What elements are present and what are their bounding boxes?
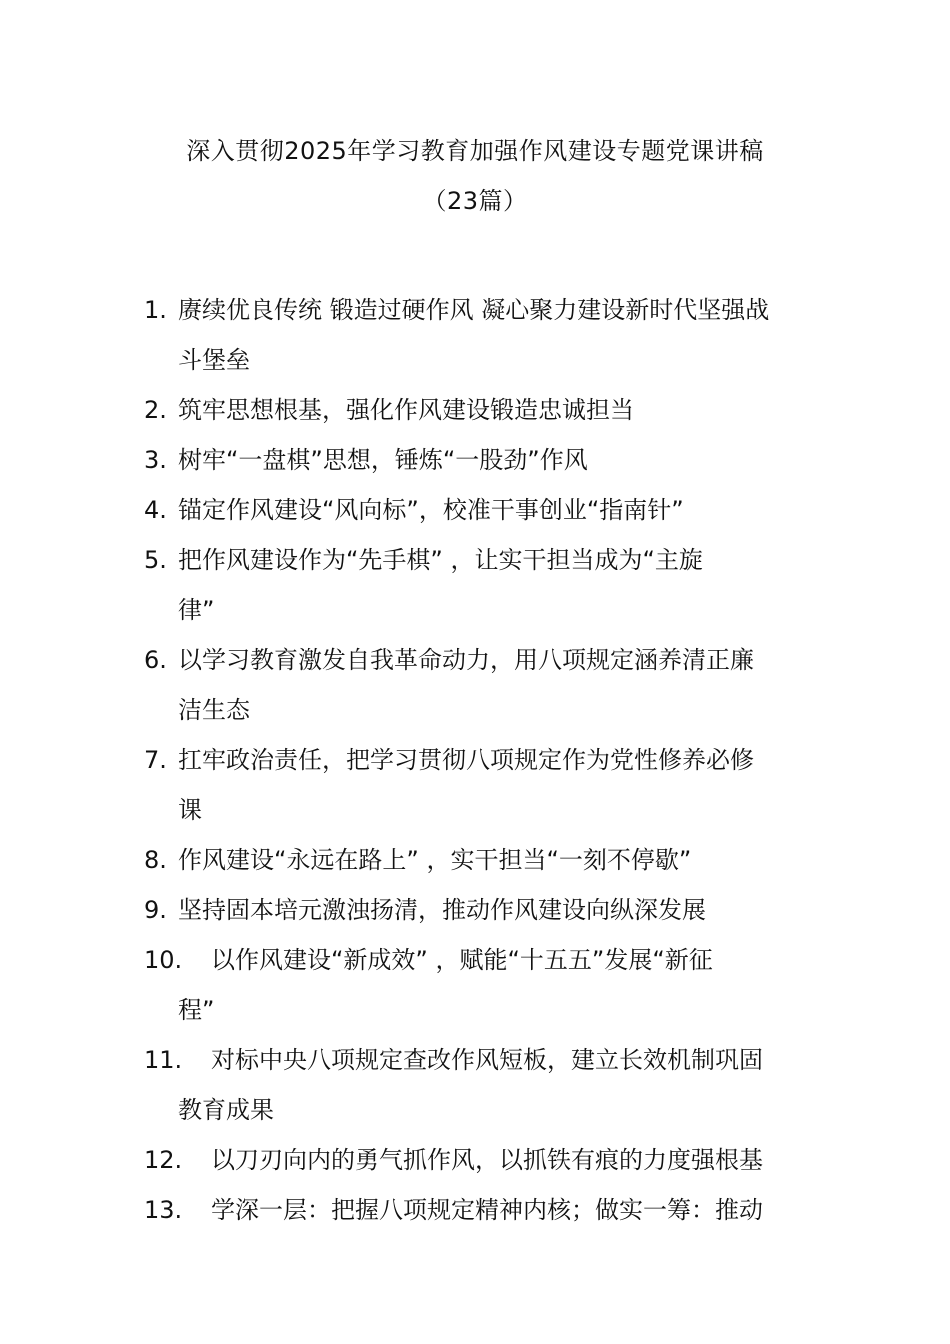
- toc-item-text: 把作风建设作为“先手棋” ，让实干担当成为“主旋: [178, 546, 703, 574]
- toc-item-11: [144, 1035, 814, 1135]
- toc-item-text-continued: 教育成果: [178, 1096, 274, 1124]
- toc-item-number: 7.: [144, 746, 167, 774]
- toc-item-text: 以刀刃向内的勇气抓作风，以抓铁有痕的力度强根基: [211, 1146, 763, 1174]
- toc-item-6: [144, 635, 814, 735]
- toc-item-text: 以学习教育激发自我革命动力，用八项规定涵养清正廉: [178, 646, 754, 674]
- toc-item-number: 10.: [144, 946, 183, 974]
- toc-item-text: 扛牢政治责任，把学习贯彻八项规定作为党性修养必修: [178, 746, 754, 774]
- toc-item-number: 5.: [144, 546, 167, 574]
- toc-item-text-continued: 程”: [178, 996, 215, 1024]
- toc-item-text-continued: 斗堡垒: [178, 346, 250, 374]
- toc-item-9: [144, 885, 814, 935]
- toc-item-number: 9.: [144, 896, 167, 924]
- toc-item-text-continued: 课: [178, 796, 202, 824]
- toc-item-3: [144, 435, 814, 485]
- toc-item-12: [144, 1135, 814, 1185]
- document-subtitle-count: （23篇）: [422, 187, 528, 215]
- toc-item-8: [144, 835, 814, 885]
- toc-item-text: 以作风建设“新成效” ，赋能“十五五”发展“新征: [211, 946, 713, 974]
- table-of-contents: [144, 285, 814, 1235]
- toc-item-number: 2.: [144, 396, 167, 424]
- toc-item-number: 4.: [144, 496, 167, 524]
- toc-item-text: 筑牢思想根基，强化作风建设锻造忠诚担当: [178, 396, 634, 424]
- toc-item-number: 12.: [144, 1146, 183, 1174]
- toc-item-text: 树牢“一盘棋”思想，锤炼“一股劲”作风: [178, 446, 588, 474]
- toc-item-number: 13.: [144, 1196, 183, 1224]
- toc-item-text: 作风建设“永远在路上” ，实干担当“一刻不停歇”: [178, 846, 692, 874]
- toc-item-10: [144, 935, 814, 1035]
- toc-item-text: 学深一层：把握八项规定精神内核；做实一筹：推动: [211, 1196, 763, 1224]
- toc-item-5: [144, 535, 814, 635]
- toc-item-number: 3.: [144, 446, 167, 474]
- document-title: 深入贯彻2025年学习教育加强作风建设专题党课讲稿: [186, 137, 764, 165]
- toc-item-1: [144, 285, 814, 385]
- toc-item-4: [144, 485, 814, 535]
- toc-item-text: 赓续优良传统 锻造过硬作风 凝心聚力建设新时代坚强战: [178, 296, 770, 324]
- toc-item-2: [144, 385, 814, 435]
- toc-item-text-continued: 律”: [178, 596, 215, 624]
- toc-item-7: [144, 735, 814, 835]
- toc-item-13: [144, 1185, 814, 1235]
- toc-item-text: 锚定作风建设“风向标”，校准干事创业“指南针”: [178, 496, 684, 524]
- toc-item-number: 8.: [144, 846, 167, 874]
- toc-item-text: 坚持固本培元激浊扬清，推动作风建设向纵深发展: [178, 896, 706, 924]
- toc-item-number: 1.: [144, 296, 167, 324]
- toc-item-number: 6.: [144, 646, 167, 674]
- toc-item-text: 对标中央八项规定查改作风短板，建立长效机制巩固: [211, 1046, 763, 1074]
- toc-item-number: 11.: [144, 1046, 183, 1074]
- toc-item-text-continued: 洁生态: [178, 696, 250, 724]
